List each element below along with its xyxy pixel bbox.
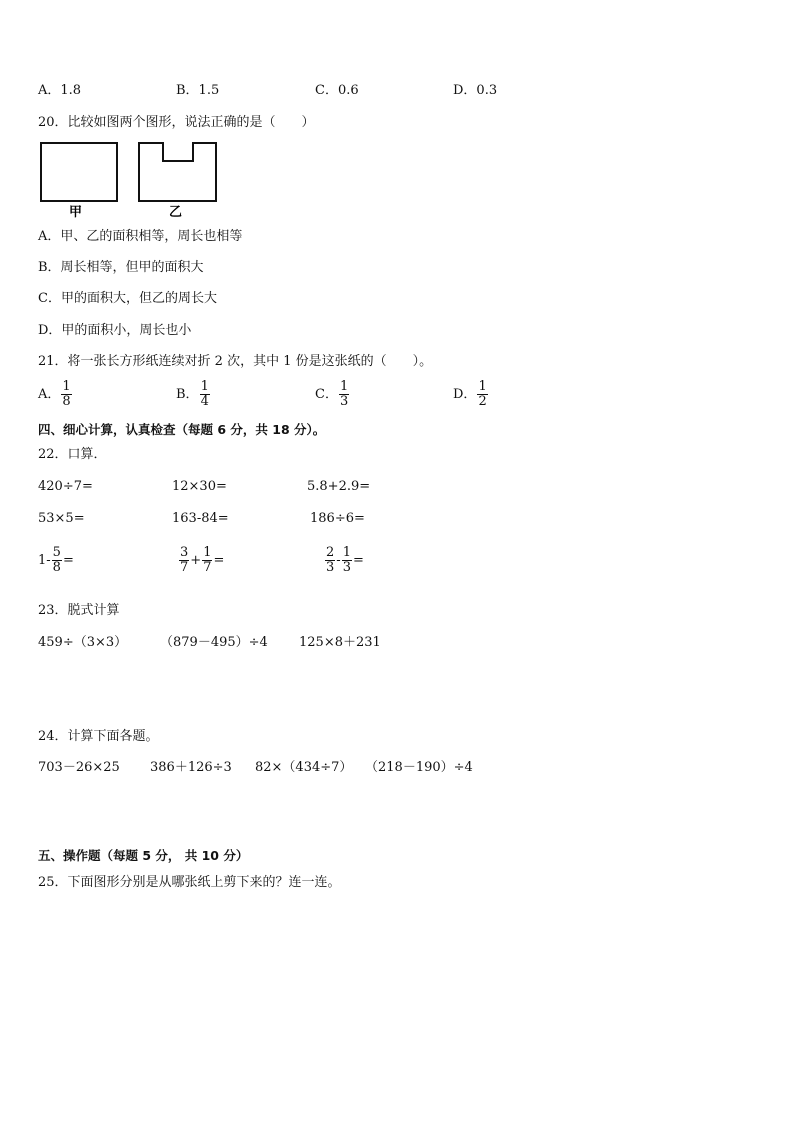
fraction: $\frac{1}{4}$ [200, 379, 209, 409]
q22-fraction-calc-b: $\frac{3}{7}$ + $\frac{1}{7}$ = [180, 545, 225, 575]
q20-option-d: D．甲的面积小，周长也小 [38, 323, 192, 338]
q20-shapes-figure [36, 138, 226, 222]
q20-option-b: B．周长相等，但甲的面积大 [38, 260, 204, 275]
q24-item: 386＋126÷3 [150, 760, 232, 775]
q22-calc: 53×5= [38, 511, 85, 526]
shape-label-jia: 甲 [69, 205, 83, 220]
q21-option-a [38, 380, 73, 409]
shape-label-yi: 乙 [169, 205, 183, 220]
q24-item: 703－26×25 [38, 760, 120, 775]
q21-option-letter: D． [453, 387, 477, 402]
q24-item: 82×（434÷7） [255, 760, 353, 775]
q19-option-d: D．0.3 [453, 83, 498, 98]
q20-stem: 20．比较如图两个图形，说法正确的是（ ） [38, 115, 315, 130]
q22-calc: 163-84= [172, 511, 229, 526]
q23-item: （879－495）÷4 [160, 635, 268, 650]
q22-calc: 186÷6= [310, 511, 365, 526]
q21-option-b [176, 380, 211, 409]
q24-item: （218－190）÷4 [365, 760, 473, 775]
q24-stem: 24．计算下面各题。 [38, 729, 159, 744]
section-5-title: 五、操作题（每题 5 分， 共 10 分） [38, 848, 249, 863]
q19-option-b: B．1.5 [176, 83, 220, 98]
fraction: $\frac{1}{8}$ [62, 379, 71, 409]
q21-option-c [315, 380, 350, 409]
q20-option-c: C．甲的面积大，但乙的周长大 [38, 291, 217, 306]
q23-stem: 23．脱式计算 [38, 603, 120, 618]
q21-option-d [453, 380, 489, 409]
q23-item: 459÷（3×3） [38, 635, 128, 650]
q22-calc: 5.8+2.9= [307, 479, 371, 494]
q21-option-letter: B． [176, 387, 199, 402]
q19-option-c: C．0.6 [315, 83, 359, 98]
shape-jia [41, 143, 117, 201]
fraction: $\frac{5}{8}$ [52, 545, 61, 575]
fraction: $\frac{1}{3}$ [342, 545, 351, 575]
fraction: $\frac{2}{3}$ [326, 545, 335, 575]
q21-option-letter: C． [315, 387, 338, 402]
q20-option-a: A．甲、乙的面积相等，周长也相等 [38, 229, 243, 244]
fraction: $\frac{1}{2}$ [478, 379, 487, 409]
fraction: $\frac{1}{3}$ [339, 379, 349, 409]
q23-item: 125×8＋231 [299, 635, 381, 650]
q21-stem: 21．将一张长方形纸连续对折 2 次，其中 1 份是这张纸的（ ）。 [38, 354, 433, 369]
section-4-title: 四、细心计算，认真检查（每题 6 分，共 18 分）。 [38, 422, 326, 437]
q19-option-a: A．1.8 [38, 83, 82, 98]
fraction: $\frac{1}{7}$ [203, 545, 212, 575]
fraction: $\frac{3}{7}$ [180, 545, 189, 575]
q21-option-letter: A． [38, 387, 61, 402]
shape-yi [139, 143, 216, 201]
q25-stem: 25．下面图形分别是从哪张纸上剪下来的？连一连。 [38, 875, 341, 890]
q22-fraction-calc-c: $\frac{2}{3}$ - $\frac{1}{3}$ = [326, 545, 364, 575]
q22-calc: 420÷7= [38, 479, 93, 494]
q22-fraction-calc-a: 1- $\frac{5}{8}$ = [38, 545, 74, 575]
q22-calc: 12×30= [172, 479, 227, 494]
q22-stem: 22．口算． [38, 447, 107, 462]
